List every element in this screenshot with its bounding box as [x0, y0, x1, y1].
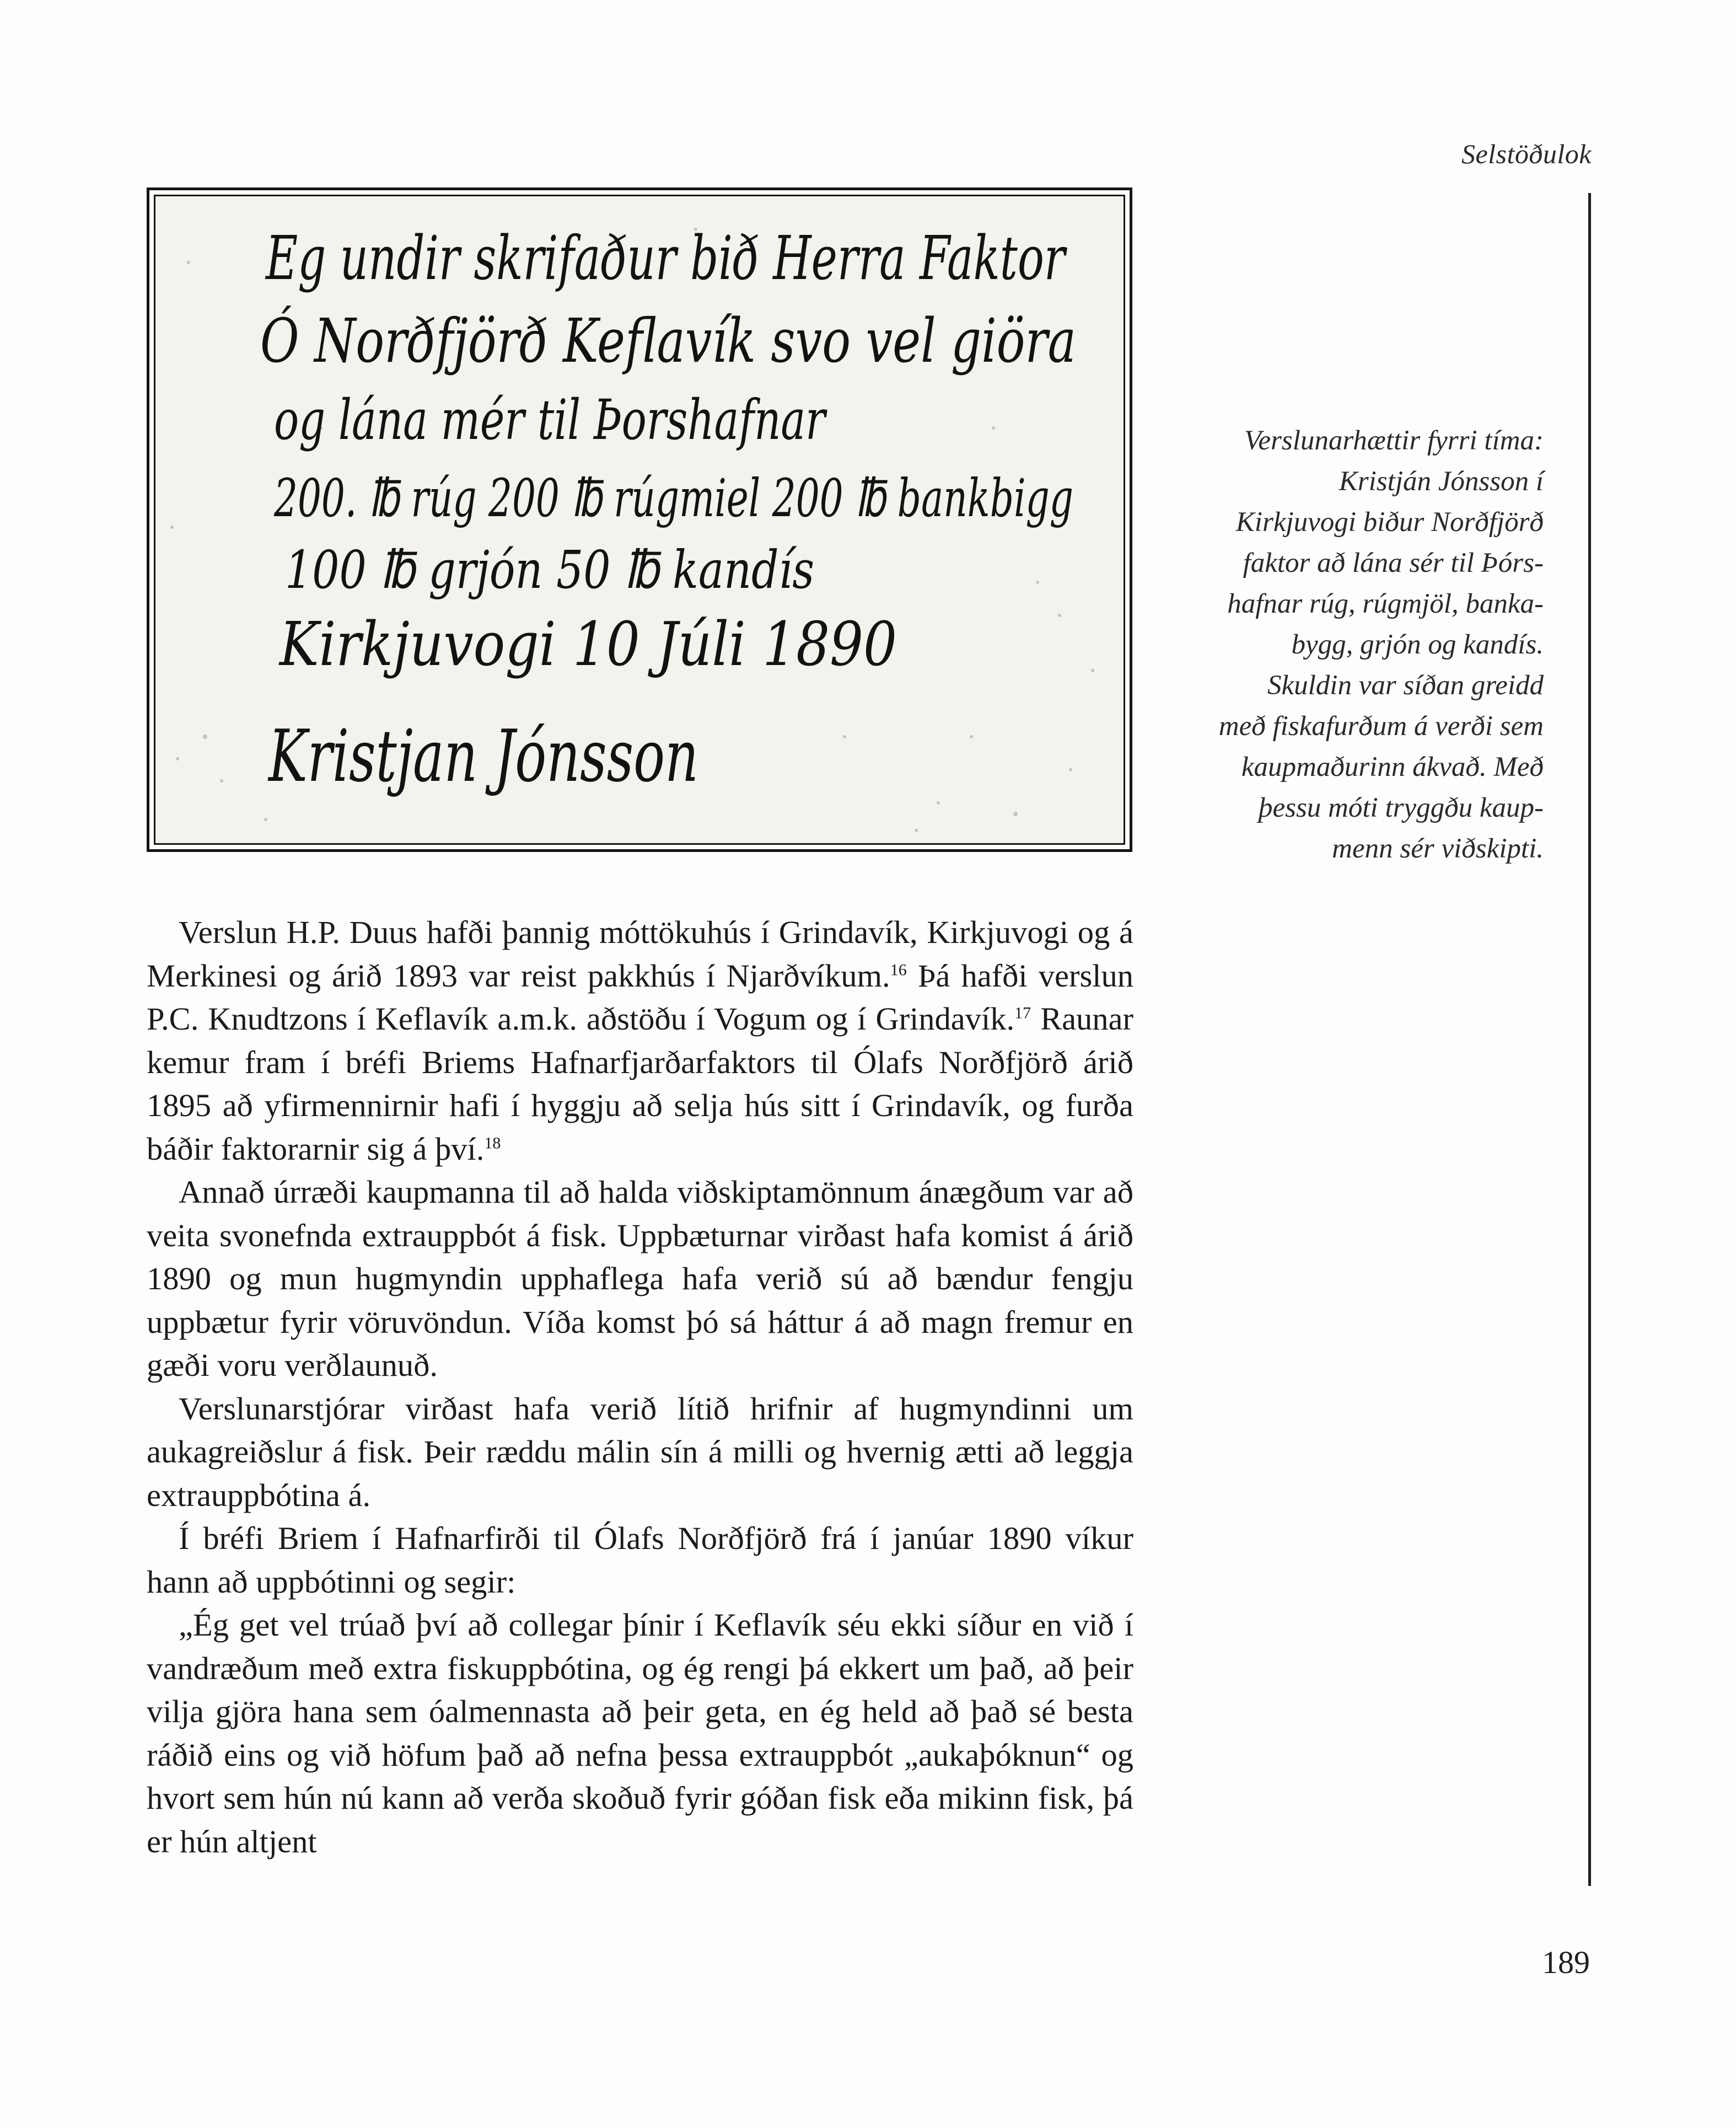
handwriting-line-3: og lána mér til Þorshafnar [274, 388, 827, 452]
caption-line: þessu móti tryggðu kaup- [1258, 792, 1544, 823]
caption-line: Verslunarhættir fyrri tíma: [1244, 425, 1544, 456]
footnote-ref-16[interactable]: 16 [890, 961, 907, 979]
figure-caption [1163, 420, 1544, 869]
paragraph-1 [147, 911, 1133, 1171]
handwriting-line-6: Kirkjuvogi 10 Júli 1890 [278, 609, 897, 679]
handwriting-line-4: 200. ℔ rúg 200 ℔ rúgmiel 200 ℔ bankbigg [273, 468, 1074, 529]
caption-line: hafnar rúg, rúgmjöl, banka- [1227, 588, 1544, 619]
caption-line: Kristján Jónsson í [1339, 466, 1544, 497]
handwritten-letter-figure [147, 187, 1132, 852]
caption-line: með fiskafurðum á verði sem [1218, 711, 1544, 742]
caption-line: menn sér viðskipti. [1332, 833, 1544, 864]
paragraph-1-text-c: Raunar kemur fram í bréfi Briems Hafnarfjarðarfaktors til Ólafs Norðfjörð árið 1895 að yfirmennirnir hafi í hyggju að selja hús sitt í Grindavík, og furða báðir faktorarnir sig á því. [147, 1001, 1133, 1167]
paragraph-3: Verslunarstjórar virðast hafa verið lítið hrifnir af hugmyndinni um aukagreiðslur á fisk. Þeir ræddu málin sín á milli og hvernig ætti að leggja extrauppbótina á. [147, 1390, 1133, 1513]
paragraph-1-text-a: Verslun H.P. Duus hafði þannig móttökuhús í Grindavík, Kirkjuvogi og á Merkinesi og árið 1893 var reist pakkhús í Njarðvíkum. [147, 914, 1133, 994]
page-number: 189 [1542, 1944, 1590, 1980]
caption-line: faktor að lána sér til Þórs- [1243, 548, 1544, 578]
caption-line: bygg, grjón og kandís. [1291, 629, 1544, 660]
paragraph-1-text-b: Þá hafði verslun P.C. Knudtzons í Keflavík a.m.k. aðstöðu í Vogum og í Grindavík. [147, 957, 1133, 1037]
body-text [147, 911, 1133, 1863]
footnote-ref-18[interactable]: 18 [484, 1134, 501, 1152]
running-head: Selstöðulok [1461, 138, 1592, 169]
footnote-ref-17[interactable]: 17 [1014, 1004, 1031, 1022]
caption-line: Skuldin var síðan greidd [1267, 670, 1544, 701]
paragraph-2: Annað úrræði kaupmanna til að halda viðskiptamönnum ánægðum var að veita svonefnda extrauppbót á fisk. Uppbæturnar virðast hafa komist á árið 1890 og mun hugmyndin upphaflega hafa verið sú að bændur fengju uppbætur fyrir vöruvöndun. Víða komst þó sá háttur á að magn fremur en gæði voru verðlaunuð. [147, 1174, 1133, 1383]
paragraph-4: Í bréfi Briem í Hafnarfirði til Ólafs Norðfjörð frá í janúar 1890 víkur hann að uppbótinni og segir: [147, 1520, 1133, 1600]
handwriting-line-2: Ó Norðfjörð Keflavík svo vel giöra [260, 305, 1076, 376]
handwriting-line-1: Eg undir skrifaður bið Herra Faktor [265, 223, 1068, 293]
handwritten-letter-image [154, 195, 1125, 845]
handwriting-svg [155, 196, 1125, 845]
paragraph-5-quote: „Ég get vel trúað því að collegar þínir í Keflavík séu ekki síður en við í vandræðum með extra fiskuppbótina, og ég rengi þá ekkert um það, að þeir vilja gjöra hana sem óalmennasta að þeir geta, en ég held að það sé besta ráðið eins og við höfum það að nefna þessa extrauppbót „aukaþóknun“ og hvort sem hún nú kann að verða skoðuð fyrir góðan fisk eða mikinn fisk, þá er hún altjent [147, 1607, 1133, 1859]
margin-rule [1588, 193, 1591, 1886]
caption-line: Kirkjuvogi biður Norðfjörð [1235, 507, 1544, 538]
handwriting-line-5: 100 ℔ grjón 50 ℔ kandís [285, 540, 814, 601]
caption-line: kaupmaðurinn ákvað. Með [1241, 752, 1544, 782]
handwriting-line-7: Kristjan Jónsson [267, 714, 698, 798]
